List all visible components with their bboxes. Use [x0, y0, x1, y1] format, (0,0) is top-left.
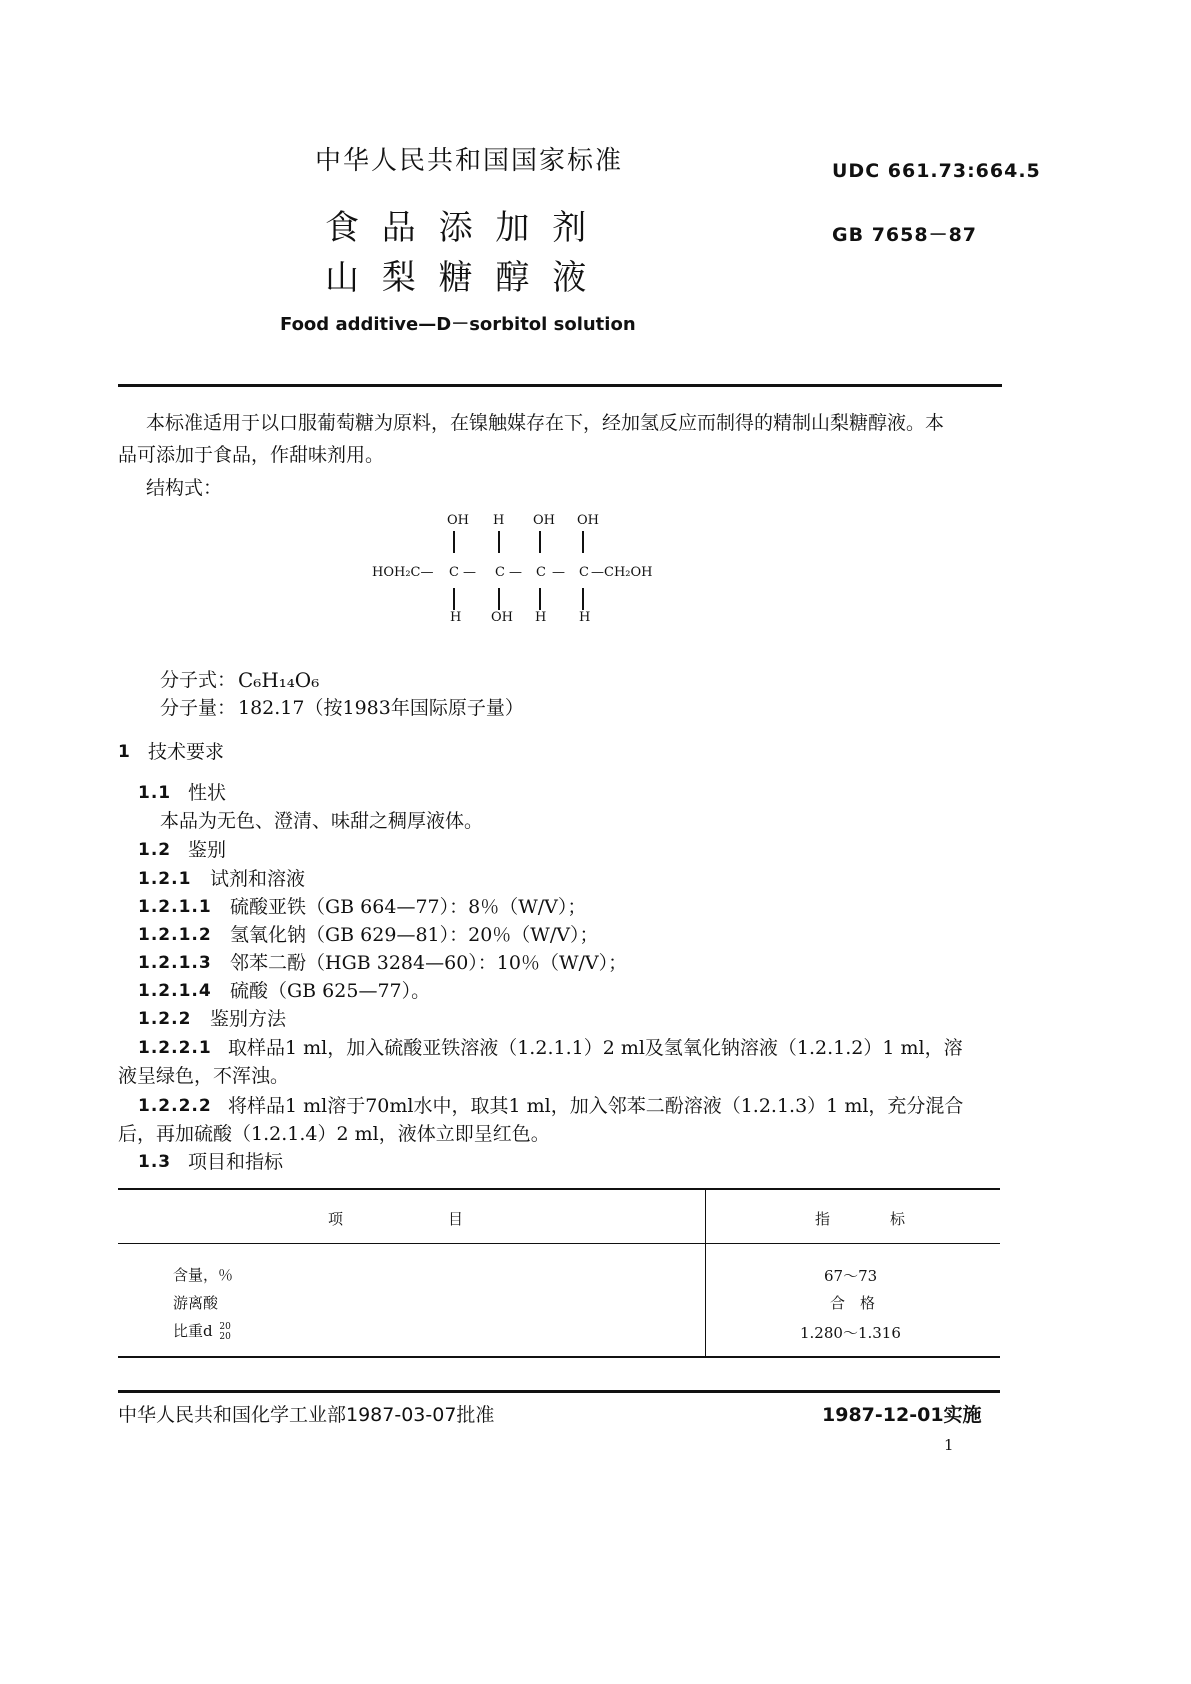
formula-right-group: —CH₂OH	[591, 565, 653, 580]
section-1-1-text: 本品为无色、澄清、味甜之稠厚液体。	[160, 810, 484, 832]
section-1-2-2-number: 1.2.2	[138, 1009, 192, 1029]
formula-top-1: OH	[447, 513, 469, 528]
carbon-1: C	[449, 565, 459, 580]
specific-gravity-label: 比重d	[173, 1322, 213, 1340]
formula-top-2: H	[493, 513, 505, 528]
table-column-divider	[705, 1189, 706, 1357]
section-1-1-number: 1.1	[138, 783, 172, 803]
intro-line2: 品可添加于食品，作甜味剂用。	[118, 444, 385, 466]
table-top-rule	[118, 1188, 1000, 1190]
section-1-2-2-1-text2: 液呈绿色，不浑浊。	[118, 1065, 290, 1087]
table-row-3-value: 1.280～1.316	[800, 1324, 901, 1342]
table-header-index: 指 标	[815, 1210, 906, 1228]
section-1-1-title: 性状	[188, 782, 227, 804]
section-1-2-2-2-text2: 后，再加硫酸（1.2.1.4）2 ml，液体立即呈红色。	[118, 1123, 550, 1145]
bond-top-3	[539, 531, 541, 553]
bond-c3-c4: —	[552, 565, 565, 580]
section-1-2-2-1-text1: 取样品1 ml，加入硫酸亚铁溶液（1.2.1.1）2 ml及氢氧化钠溶液（1.2.1.2）1 ml，溶	[228, 1037, 963, 1059]
header-rule	[118, 384, 1002, 387]
table-row-2-value: 合 格	[830, 1294, 876, 1312]
temperature-subscript: 20	[219, 1332, 231, 1342]
document-title-line2: 山 梨 糖 醇 液	[325, 258, 593, 298]
section-1-2-2-2-text1: 将样品1 ml溶于70ml水中，取其1 ml，加入邻苯二酚溶液（1.2.1.3）1 ml，充分混合	[228, 1095, 964, 1117]
table-row-2-item: 游离酸	[173, 1294, 219, 1312]
formula-bottom-1: H	[450, 610, 462, 625]
section-1-2-1-4-text: 硫酸（GB 625—77）。	[230, 980, 431, 1002]
approval-info: 中华人民共和国化学工业部1987-03-07批准	[118, 1404, 495, 1426]
bond-c1-c2: —	[463, 565, 476, 580]
bond-bottom-2	[498, 588, 500, 610]
section-1-2-2-title: 鉴别方法	[210, 1008, 287, 1030]
molecular-formula: C₆H₁₄O₆	[238, 668, 320, 692]
carbon-2: C	[495, 565, 505, 580]
section-1-2-1-1-number: 1.2.1.1	[138, 897, 212, 917]
bond-top-1	[453, 531, 455, 553]
section-1-2-title: 鉴别	[188, 839, 227, 861]
molecular-weight: 182.17（按1983年国际原子量）	[238, 697, 524, 719]
section-1-2-number: 1.2	[138, 840, 172, 860]
carbon-4: C	[579, 565, 589, 580]
section-1-title: 技术要求	[148, 741, 225, 763]
formula-left-group: HOH₂C—	[372, 565, 434, 580]
section-1-number: 1	[118, 742, 131, 762]
bond-bottom-3	[539, 588, 541, 610]
bond-bottom-4	[582, 588, 584, 610]
section-1-2-1-title: 试剂和溶液	[210, 868, 306, 890]
section-1-2-1-4-number: 1.2.1.4	[138, 981, 212, 1001]
page-number: 1	[944, 1436, 954, 1454]
bond-bottom-1	[453, 588, 455, 610]
formula-bottom-4: H	[579, 610, 591, 625]
table-row-1-value: 67～73	[824, 1267, 878, 1285]
section-1-2-2-1-number: 1.2.2.1	[138, 1038, 212, 1058]
section-1-3-number: 1.3	[138, 1152, 172, 1172]
carbon-3: C	[536, 565, 546, 580]
structure-label: 结构式：	[146, 477, 223, 499]
section-1-2-1-3-text: 邻苯二酚（HGB 3284—60）：10％（W/V）；	[230, 952, 628, 974]
effective-date: 1987-12-01实施	[822, 1404, 982, 1426]
formula-top-3: OH	[533, 513, 555, 528]
national-standard-label: 中华人民共和国国家标准	[315, 146, 624, 176]
bond-top-2	[498, 531, 500, 553]
bond-c2-c3: —	[509, 565, 522, 580]
intro-line1: 本标准适用于以口服葡萄糖为原料，在镍触媒存在下，经加氢反应而制得的精制山梨糖醇液。本	[146, 412, 945, 434]
table-header-item: 项 目	[328, 1210, 464, 1228]
footer-rule	[118, 1390, 1000, 1393]
gb-code: GB 7658－87	[832, 224, 978, 246]
table-header-rule	[118, 1243, 1000, 1244]
section-1-2-1-3-number: 1.2.1.3	[138, 953, 212, 973]
section-1-2-1-2-number: 1.2.1.2	[138, 925, 212, 945]
document-title-line1: 食 品 添 加 剂	[325, 208, 593, 248]
bond-top-4	[582, 531, 584, 553]
section-1-2-1-2-text: 氢氧化钠（GB 629—81）：20％（W/V）；	[230, 924, 599, 946]
table-row-1-item: 含量，％	[173, 1266, 234, 1284]
molecular-formula-label: 分子式：	[160, 669, 237, 691]
table-bottom-rule	[118, 1356, 1000, 1358]
section-1-2-1-1-text: 硫酸亚铁（GB 664—77）：8％（W/V）；	[230, 896, 587, 918]
section-1-2-1-number: 1.2.1	[138, 869, 192, 889]
formula-bottom-2: OH	[491, 610, 513, 625]
english-title: Food additive—D－sorbitol solution	[280, 314, 636, 335]
section-1-3-title: 项目和指标	[188, 1151, 284, 1173]
section-1-2-2-2-number: 1.2.2.2	[138, 1096, 212, 1116]
formula-bottom-3: H	[535, 610, 547, 625]
formula-top-4: OH	[577, 513, 599, 528]
udc-code: UDC 661.73:664.5	[832, 160, 1041, 182]
temperature-superscript: 20	[219, 1322, 231, 1332]
molecular-weight-label: 分子量：	[160, 697, 237, 719]
table-row-3-item	[173, 1320, 231, 1342]
temperature-indices	[219, 1322, 230, 1342]
